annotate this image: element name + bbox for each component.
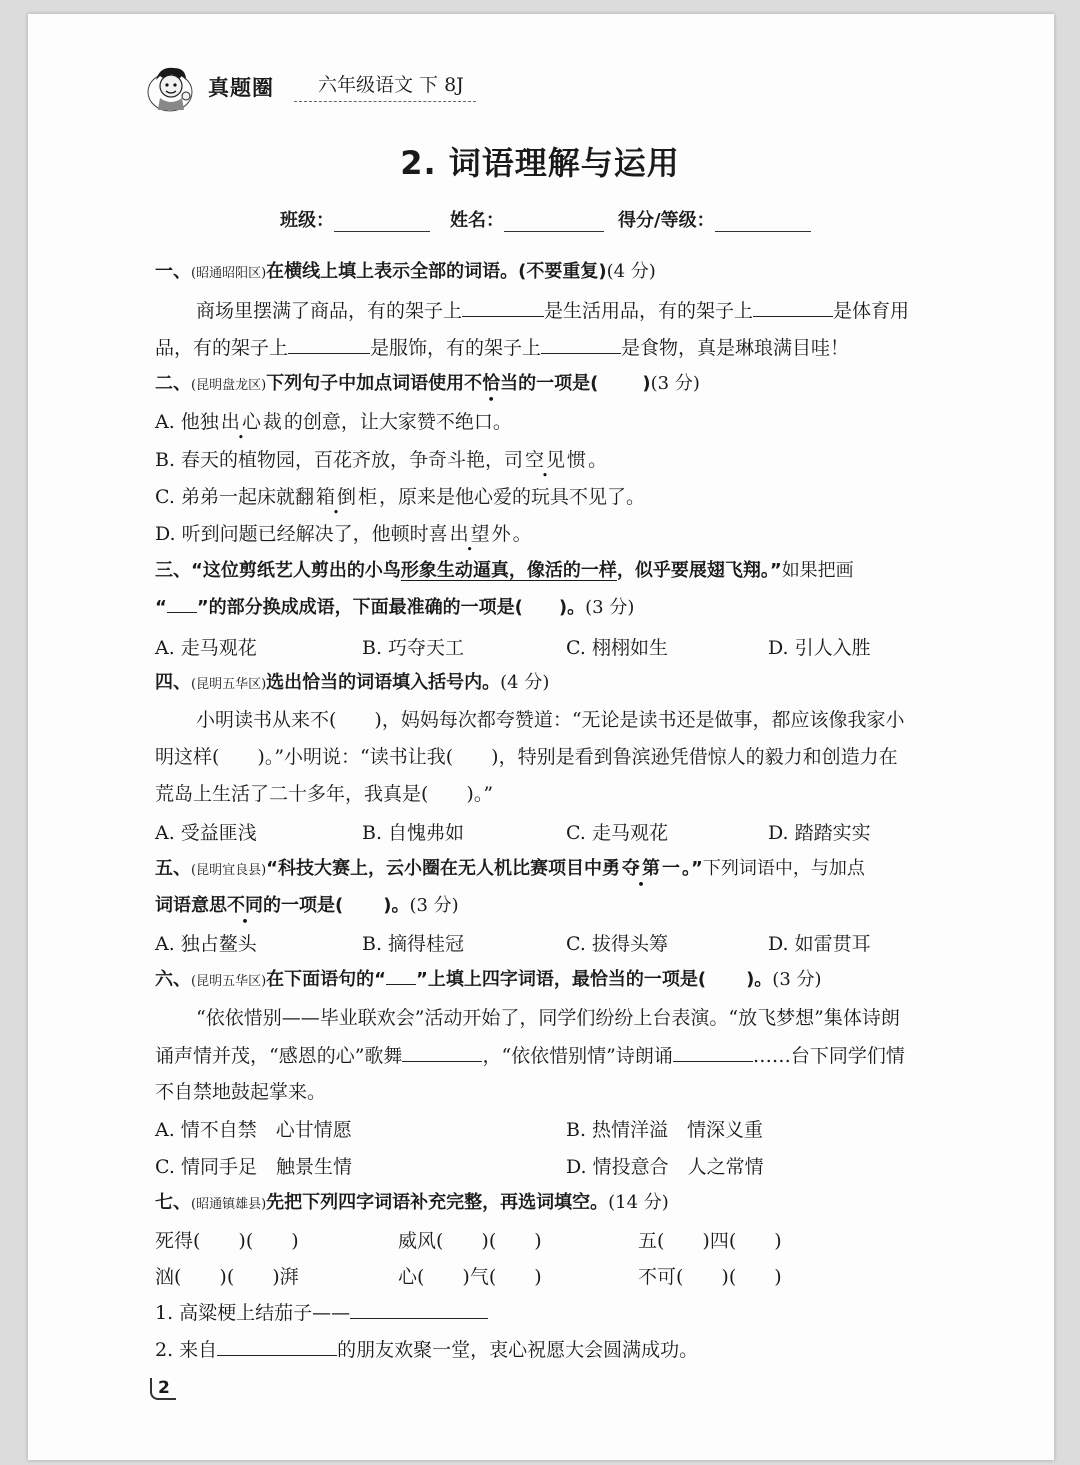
question-2-heading: 二、(昆明盘龙区)下列句子中加点词语使用不恰当的一项是( )(3 分) xyxy=(155,370,700,400)
q2-option-a[interactable]: A. 他独出心裁的创意，让大家赞不绝口。 xyxy=(155,411,512,433)
question-1-heading: 一、(昭通昭阳区)在横线上填上表示全部的词语。(不要重复)(4 分) xyxy=(155,261,656,282)
question-1-line-2: 品，有的架子上 是服饰，有的架子上 是食物，真是琳琅满目哇！ xyxy=(155,333,849,362)
idiom-fill-5[interactable]: 心( )气( ) xyxy=(398,1266,542,1288)
question-5-heading: 五、(昆明宜良县)“科技大赛上，云小圈在无人机比赛项目中勇夺第一。”下列词语中，与加点 xyxy=(155,858,865,879)
q6-option-b[interactable]: B. 热情洋溢 情深义重 xyxy=(566,1119,764,1141)
q6-option-d[interactable]: D. 情投意合 人之常情 xyxy=(566,1156,764,1178)
question-3-heading: 三、“这位剪纸艺人剪出的小鸟形象生动逼真，像活的一样，似乎要展翅飞翔。”如果把画 xyxy=(155,560,854,581)
brand-name: 真题圈 xyxy=(208,76,274,100)
q4-option-c[interactable]: C. 走马观花 xyxy=(566,822,668,844)
class-label: 班级： xyxy=(280,210,334,231)
q3-option-b[interactable]: B. 巧夺天工 xyxy=(362,637,465,659)
page-number: 2 xyxy=(150,1378,176,1400)
q4-line-1: 小明读书从来不( )，妈妈每次都夸赞道：“无论是读书还是做事，都应该像我家小 xyxy=(196,709,905,731)
q7-sentence-1: 1. 高粱梗上结茄子—— xyxy=(155,1298,488,1327)
question-5-line-2: 词语意思不同的一项是( )。(3 分) xyxy=(155,895,459,916)
q6-option-a[interactable]: A. 情不自禁 心甘情愿 xyxy=(155,1119,352,1141)
q4-line-2: 明这样( )。”小明说：“读书让我( )，特别是看到鲁滨逊凭借惊人的毅力和创造力在 xyxy=(155,746,898,768)
class-field xyxy=(280,206,430,232)
q4-option-b[interactable]: B. 自愧弗如 xyxy=(362,822,465,844)
q4-option-d[interactable]: D. 踏踏实实 xyxy=(768,822,871,844)
q3-option-c[interactable]: C. 栩栩如生 xyxy=(566,637,668,659)
score-blank[interactable] xyxy=(715,211,811,232)
q3-option-a[interactable]: A. 走马观花 xyxy=(155,637,257,659)
question-7-heading: 七、(昭通镇雄县)先把下列四字词语补充完整，再选词填空。(14 分) xyxy=(155,1192,669,1213)
name-label: 姓名： xyxy=(450,210,504,231)
q5-option-b[interactable]: B. 摘得桂冠 xyxy=(362,933,465,955)
class-blank[interactable] xyxy=(334,211,430,232)
question-3-line-2: “ ”的部分换成成语，下面最准确的一项是( )。(3 分) xyxy=(155,597,635,618)
q1-blank-3[interactable] xyxy=(288,333,370,354)
q2-option-b[interactable]: B. 春天的植物园，百花齐放，争奇斗艳，司空见惯。 xyxy=(155,449,608,471)
idiom-fill-3[interactable]: 五( )四( ) xyxy=(638,1230,782,1252)
q6-line-2: 诵声情并茂，“感恩的心”歌舞 ，“依依惜别情”诗朗诵 ……台下同学们情 xyxy=(155,1041,905,1070)
grade-label: 六年级语文 下 8J xyxy=(294,70,476,102)
idiom-fill-2[interactable]: 威风( )( ) xyxy=(398,1230,542,1252)
idiom-fill-1[interactable]: 死得( )( ) xyxy=(155,1230,299,1252)
q1-blank-1[interactable] xyxy=(462,296,544,317)
q7-sentence-2: 2. 来自 的朋友欢聚一堂，衷心祝愿大会圆满成功。 xyxy=(155,1335,698,1364)
idiom-fill-4[interactable]: 汹( )( )湃 xyxy=(155,1266,299,1288)
underlined-phrase: 形象生动逼真，像活的一样 xyxy=(400,560,617,581)
q7-blank-1[interactable] xyxy=(350,1298,488,1319)
q2-option-c[interactable]: C. 弟弟一起床就翻箱倒柜，原来是他心爱的玩具不见了。 xyxy=(155,486,645,508)
page-title: 2. 词语理解与运用 xyxy=(400,144,680,182)
q5-option-a[interactable]: A. 独占鳌头 xyxy=(155,933,257,955)
idiom-fill-6[interactable]: 不可( )( ) xyxy=(638,1266,782,1288)
q6-option-c[interactable]: C. 情同手足 触景生情 xyxy=(155,1156,352,1178)
q4-option-a[interactable]: A. 受益匪浅 xyxy=(155,822,257,844)
q1-blank-4[interactable] xyxy=(541,333,621,354)
q6-line-1: “依依惜别——毕业联欢会”活动开始了，同学们纷纷上台表演。“放飞梦想”集体诗朗 xyxy=(196,1007,900,1029)
header xyxy=(146,62,526,106)
q6-blank-1[interactable] xyxy=(402,1041,482,1062)
name-blank[interactable] xyxy=(504,211,604,232)
q3-option-d[interactable]: D. 引人入胜 xyxy=(768,637,871,659)
q5-option-c[interactable]: C. 拔得头筹 xyxy=(566,933,668,955)
score-label: 得分/等级： xyxy=(618,210,715,231)
name-field xyxy=(450,206,604,232)
q6-line-3: 不自禁地鼓起掌来。 xyxy=(155,1081,327,1103)
score-field xyxy=(618,206,811,232)
question-1-line-1: 商场里摆满了商品，有的架子上 是生活用品，有的架子上 是体育用 xyxy=(196,296,909,325)
q5-option-d[interactable]: D. 如雷贯耳 xyxy=(768,933,871,955)
q7-blank-2[interactable] xyxy=(217,1335,337,1356)
emphasis-dots: 不恰当 xyxy=(464,373,519,394)
q1-blank-2[interactable] xyxy=(753,296,833,317)
q4-line-3: 荒岛上生活了二十多年，我真是( )。” xyxy=(155,783,494,805)
q2-option-d[interactable]: D. 听到问题已经解决了，他顿时喜出望外。 xyxy=(155,523,532,545)
q6-blank-2[interactable] xyxy=(673,1041,753,1062)
question-4-heading: 四、(昆明五华区)选出恰当的词语填入括号内。(4 分) xyxy=(155,672,550,693)
question-6-heading: 六、(昆明五华区)在下面语句的“ ”上填上四字词语，最恰当的一项是( )。(3 分) xyxy=(155,969,822,990)
mascot-logo-icon xyxy=(146,62,202,112)
